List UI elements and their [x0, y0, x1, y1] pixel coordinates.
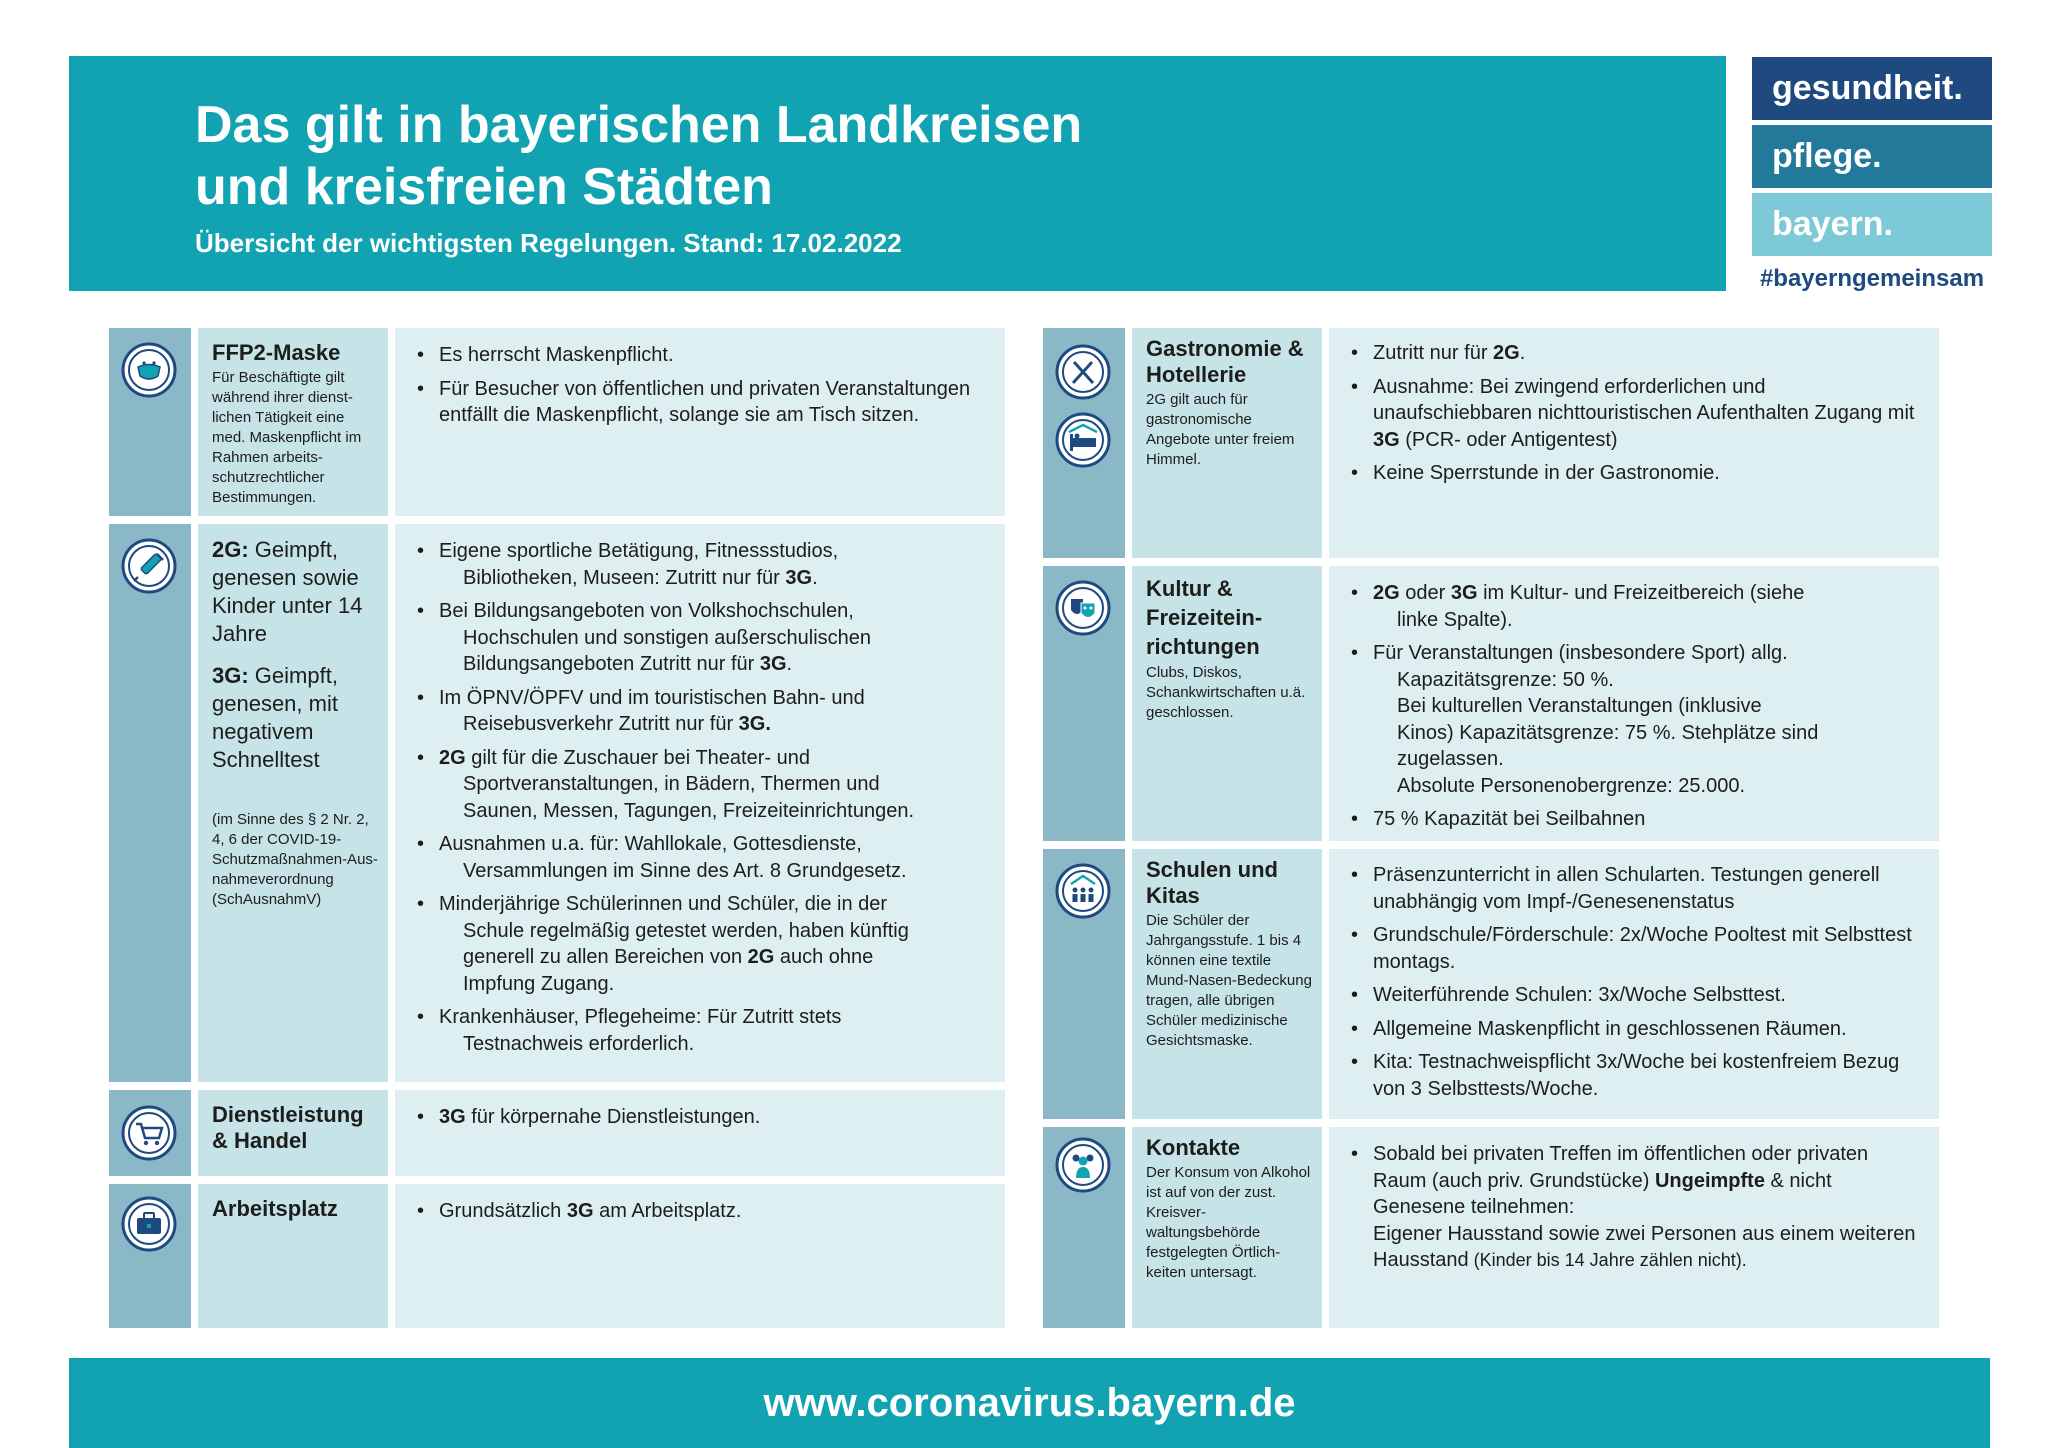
school-icon — [1055, 863, 1111, 919]
list-item: • Kita: Testnachweispflicht 3x/Woche bei kostenfreiem Bezug von 3 Selbsttests/Woche. — [1373, 1049, 1925, 1102]
icon-column — [109, 1184, 191, 1328]
icon-column — [1043, 328, 1125, 558]
text-line: am Arbeitsplatz. — [593, 1200, 742, 1222]
section-note: Der Konsum von Alkohol ist auf von der zust. Kreisverwaltungsbehörde festgelegten Örtlichkeiten untersagt. — [1146, 1164, 1311, 1281]
list-item: • Allgemeine Maskenpflicht in geschlossenen Räumen. — [1373, 1016, 1925, 1043]
label-column — [1132, 328, 1322, 558]
row-dienstleistung — [109, 1090, 1005, 1176]
mask-icon — [121, 342, 177, 398]
footer-url[interactable]: www.coronavirus.bayern.de — [69, 1358, 1990, 1448]
section-note: (im Sinne des § 2 Nr. 2, 4, 6 der COVID-19-Schutzmaßnahmen-Ausnahmeverordnung (SchAusnahmV) — [212, 811, 378, 908]
bold-text: 2G — [1373, 582, 1400, 604]
row-2g-3g — [109, 524, 1005, 1082]
content-column — [395, 328, 1005, 516]
text-line: Sportveranstaltungen, in Bädern, Thermen und — [463, 773, 880, 795]
bold-text: Ungeimpfte — [1654, 1169, 1765, 1192]
section-title: Dienstleistung & Handel — [212, 1102, 364, 1153]
list-item — [439, 1004, 991, 1057]
section-note: Clubs, Diskos, Schankwirtschaften u.ä. geschlossen. — [1146, 664, 1306, 721]
icon-column — [109, 328, 191, 516]
title-line-2: und kreisfreien Städten — [195, 158, 773, 216]
text-line: Bibliotheken, Museen: Zutritt nur für — [463, 566, 786, 589]
list-item: • 75 % Kapazität bei Seilbahnen — [1373, 806, 1925, 833]
list-item: • Es herrscht Maskenpflicht. — [439, 342, 991, 369]
bold-2g: 2G: — [212, 537, 249, 562]
content-column — [395, 524, 1005, 1082]
text-3g: Geimpft, genesen, mit negativem Schnelltest — [212, 663, 338, 772]
content-column — [395, 1184, 1005, 1328]
text-line: Schule regelmäßig getestet werden, haben künftig — [463, 919, 909, 942]
theater-masks-icon — [1055, 580, 1111, 636]
row-ffp2 — [109, 328, 1005, 516]
text-line: . — [1519, 342, 1526, 364]
bold-text: 3G. — [738, 713, 771, 735]
row-arbeitsplatz — [109, 1184, 1005, 1328]
text-line: Reisebusverkehr Zutritt nur für — [463, 713, 739, 735]
text-line: Im ÖPNV/ÖPFV und im touristischen Bahn- und — [439, 686, 865, 709]
briefcase-icon — [121, 1196, 177, 1252]
text-line: Für Veranstaltungen (insbesondere Sport) allg. — [1373, 642, 1788, 664]
text-line: Eigener Hausstand sowie zwei Personen aus einem weiteren Hausstand — [1373, 1222, 1916, 1271]
list-item — [439, 1104, 991, 1131]
definition-3g — [212, 662, 380, 774]
logo-bayern: bayern. — [1752, 193, 1992, 256]
list-item — [1373, 580, 1925, 633]
icon-column — [1043, 566, 1125, 841]
text-line: zugelassen. — [1397, 748, 1504, 770]
list-item — [439, 685, 991, 738]
label-column — [1132, 1127, 1322, 1328]
logo-pflege: pflege. — [1752, 125, 1992, 188]
icon-column — [109, 1090, 191, 1176]
label-column — [198, 1090, 388, 1176]
text-line: Bei Bildungsangeboten von Volkshochschulen, — [439, 600, 854, 622]
section-note: 2G gilt auch für gastronomische Angebote unter freiem Himmel. — [1146, 391, 1295, 468]
list-item: • Für Besucher von öffentlichen und privaten Veranstaltungen entfällt die Maskenpflicht, solange sie am Tisch sitzen. — [439, 376, 991, 429]
text-line: Zutritt nur für — [1373, 342, 1494, 364]
label-column — [198, 524, 388, 1082]
bold-text: 3G — [1373, 428, 1400, 451]
title-line-1: Das gilt in bayerischen Landkreisen — [195, 96, 1083, 154]
list-item — [439, 831, 991, 884]
text-line: oder — [1399, 582, 1451, 604]
text-line: im Kultur- und Freizeitbereich (siehe — [1477, 582, 1805, 604]
list-item — [439, 598, 991, 678]
label-column — [1132, 849, 1322, 1119]
bed-icon — [1055, 412, 1111, 468]
text-line: Ausnahme: Bei zwingend erforderlichen und unaufschiebbaren nichttouristischen Aufenthalten Zugang mit — [1373, 375, 1915, 424]
text-line: Sobald bei privaten Treffen im öffentlichen oder privaten Raum (auch priv. Grundstücke) — [1373, 1143, 1869, 1192]
text-line: generell zu allen Bereichen von — [463, 946, 748, 968]
text-line: Absolute Personenobergrenze: 25.000. — [1397, 774, 1746, 797]
section-title: Gastronomie & Hotellerie — [1146, 336, 1304, 387]
label-column — [198, 328, 388, 516]
row-schulen — [1043, 849, 1939, 1119]
hashtag: #bayerngemeinsam — [1759, 265, 1985, 292]
list-item: • Weiterführende Schulen: 3x/Woche Selbsttest. — [1373, 982, 1925, 1009]
content-column — [395, 1090, 1005, 1176]
small-text: (Kinder bis 14 Jahre zählen nicht). — [1468, 1250, 1747, 1270]
list-item — [439, 1198, 991, 1225]
list-item: • Grundschule/Förderschule: 2x/Woche Pooltest mit Selbsttest montags. — [1373, 922, 1925, 975]
text-line: linke Spalte). — [1397, 608, 1513, 631]
cutlery-icon — [1055, 344, 1111, 400]
text-line: . — [812, 566, 818, 589]
text-line: Krankenhäuser, Pflegeheime: Für Zutritt stets — [439, 1006, 842, 1028]
syringe-icon — [121, 538, 177, 594]
text-line: Grundsätzlich — [439, 1200, 567, 1222]
text-line: Kinos) Kapazitätsgrenze: 75 %. Stehplätze sind — [1397, 721, 1819, 744]
text-2g: Geimpft, genesen sowie Kinder unter 14 Jahre — [212, 537, 363, 646]
content-column — [1329, 1127, 1939, 1328]
bold-text: 3G — [785, 566, 813, 589]
text-line: Kapazitätsgrenze: 50 %. — [1397, 668, 1614, 691]
icon-column — [109, 524, 191, 1082]
text-line: Hochschulen und sonstigen außerschulischen — [463, 626, 872, 649]
section-title: Kontakte — [1146, 1135, 1241, 1160]
text-line: Bei kulturellen Veranstaltungen (inklusive — [1397, 695, 1762, 717]
text-line: Minderjährige Schülerinnen und Schüler, die in der — [439, 893, 888, 915]
text-line: & nicht Genesene teilnehmen: — [1373, 1169, 1832, 1218]
definition-2g — [212, 536, 380, 648]
icon-column — [1043, 1127, 1125, 1328]
bold-text: 2G — [439, 746, 466, 769]
section-title: Schulen und Kitas — [1146, 857, 1278, 908]
logo-gesundheit: gesundheit. — [1752, 57, 1992, 120]
section-title: Arbeitsplatz — [212, 1196, 338, 1221]
section-title: Kultur & Freizeiteinrichtungen — [1146, 576, 1263, 659]
label-column — [198, 1184, 388, 1328]
text-line: Eigene sportliche Betätigung, Fitnessstudios, — [439, 540, 839, 562]
row-kontakte — [1043, 1127, 1939, 1328]
bold-3g: 3G: — [212, 663, 249, 688]
page-subtitle: Übersicht der wichtigsten Regelungen. Stand: 17.02.2022 — [195, 228, 902, 258]
text-line: Saunen, Messen, Tagungen, Freizeiteinrichtungen. — [463, 799, 915, 822]
list-item — [1373, 374, 1925, 454]
contacts-icon — [1055, 1137, 1111, 1193]
row-kultur — [1043, 566, 1939, 841]
list-item — [439, 891, 991, 997]
text-line: Testnachweis erforderlich. — [463, 1032, 695, 1055]
text-line: gilt für die Zuschauer bei Theater- und — [465, 746, 810, 769]
content-column — [1329, 566, 1939, 841]
section-note: Die Schüler der Jahrgangsstufe. 1 bis 4 können eine textile Mund-Nasen-Bedeckung tragen, alle übrigen Schüler medizinische Gesichtsmaske. — [1146, 912, 1312, 1049]
list-item — [1373, 340, 1925, 367]
label-column — [1132, 566, 1322, 841]
bold-text: 3G — [759, 653, 787, 675]
section-note: Für Beschäftigte gilt während ihrer dienstlichen Tätigkeit eine med. Maskenpflicht im Rahmen arbeitsschutzrechtlicher Bestimmungen. — [212, 369, 362, 506]
text-line: für körpernahe Dienstleistungen. — [465, 1106, 761, 1128]
bold-text: 3G — [439, 1106, 466, 1128]
text-line: Impfung Zugang. — [463, 972, 615, 995]
text-line: . — [786, 653, 793, 675]
bold-text: 2G — [747, 946, 775, 968]
cart-icon — [121, 1105, 177, 1161]
text-line: Bildungsangeboten Zutritt nur für — [463, 653, 760, 675]
text-line: (PCR- oder Antigentest) — [1399, 428, 1618, 451]
icon-column — [1043, 849, 1125, 1119]
bold-text: 2G — [1493, 342, 1520, 364]
bold-text: 3G — [566, 1200, 594, 1222]
row-gastronomie — [1043, 328, 1939, 558]
content-column — [1329, 328, 1939, 558]
content-column — [1329, 849, 1939, 1119]
list-item: • Keine Sperrstunde in der Gastronomie. — [1373, 460, 1925, 487]
list-item — [439, 538, 991, 591]
bold-text: 3G — [1450, 582, 1478, 604]
text-line: Versammlungen im Sinne des Art. 8 Grundgesetz. — [463, 859, 907, 882]
list-item — [1373, 1141, 1925, 1274]
section-title: FFP2-Maske — [212, 340, 341, 365]
header-banner — [69, 56, 1726, 291]
list-item: • Präsenzunterricht in allen Schularten. Testungen generell unabhängig vom Impf-/Genesenenstatus — [1373, 862, 1925, 915]
text-line: Ausnahmen u.a. für: Wahllokale, Gottesdienste, — [439, 833, 862, 855]
list-item — [439, 745, 991, 825]
text-line: auch ohne — [774, 946, 874, 968]
list-item — [1373, 640, 1925, 799]
page-title — [195, 94, 1082, 218]
